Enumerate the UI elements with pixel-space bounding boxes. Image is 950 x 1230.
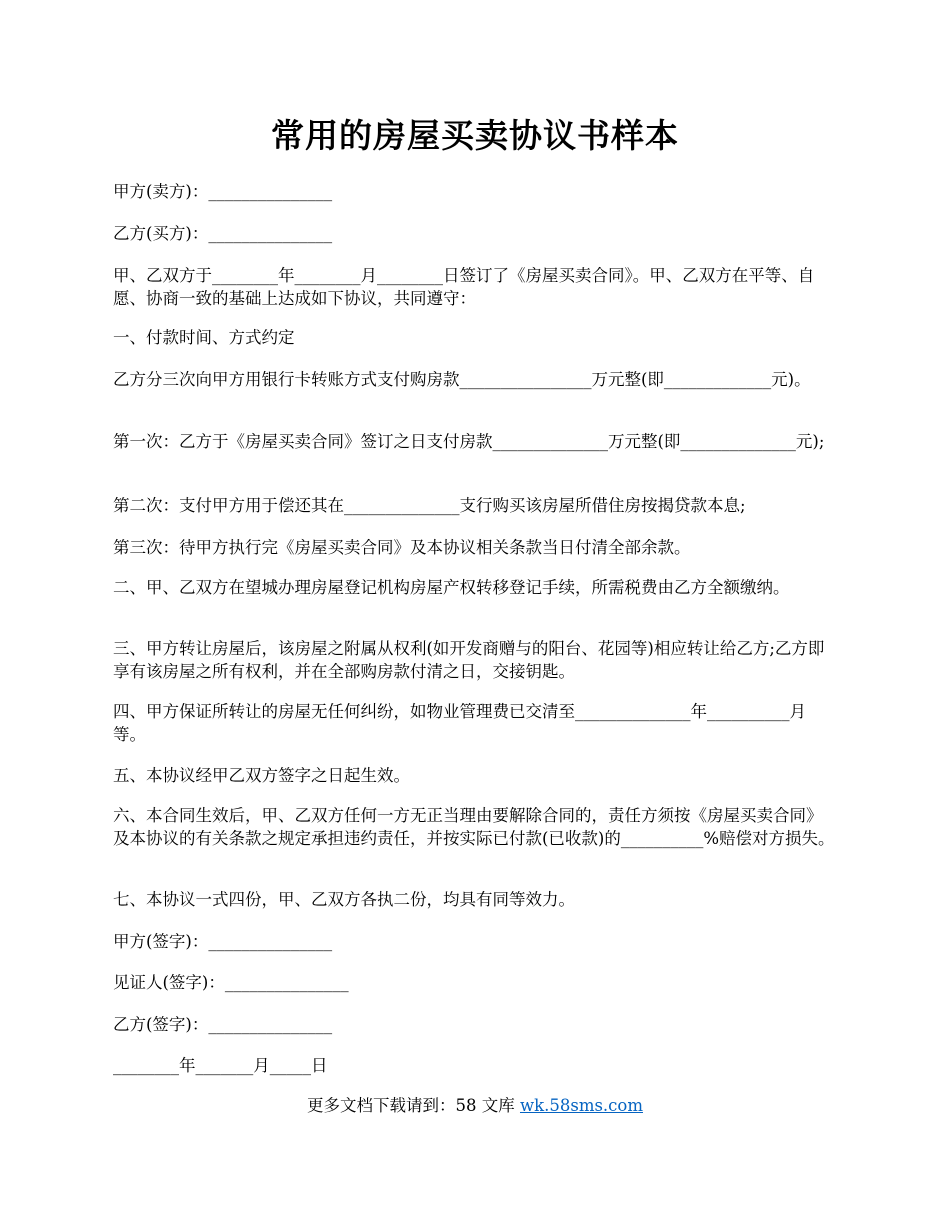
section-1-heading: 一、付款时间、方式约定 [113,328,295,347]
section-7-paragraph: 七、本协议一式四份，甲、乙双方各执二份，均具有同等效力。 [113,890,575,909]
footer-text: 更多文档下载请到：58 文库 [306,1096,520,1115]
footer-link[interactable]: wk.58sms.com [519,1096,643,1115]
section-2-paragraph: 二、甲、乙双方在望城办理房屋登记机构房屋产权转移登记手续，所需税费由乙方全额缴纳。 [113,578,790,597]
intro-paragraph: 甲、乙双方于________年________月________日签订了《房屋买卖合同》。甲、乙双方在平等、自愿、协商一致的基础上达成如下协议，共同遵守： [113,266,815,308]
payment-second-paragraph: 第二次：支付甲方用于偿还其在______________支行购买该房屋所借住房按揭贷款本息; [113,496,746,515]
payment-first-paragraph: 第一次：乙方于《房屋买卖合同》签订之日支付房款______________万元整(即______________元); [113,432,825,451]
seller-party-line: 甲方(卖方)：_______________ [113,182,333,201]
section-4-paragraph: 四、甲方保证所转让的房屋无任何纠纷，如物业管理费已交清至______________年__________月等。 [113,702,806,744]
payment-third-paragraph: 第三次：待甲方执行完《房屋买卖合同》及本协议相关条款当日付清全部余款。 [113,538,691,557]
buyer-signature-line: 乙方(签字)：_______________ [113,1015,333,1034]
buyer-party-line: 乙方(买方)：_______________ [113,224,333,243]
section-6-paragraph: 六、本合同生效后，甲、乙双方任何一方无正当理由要解除合同的，责任方须按《房屋买卖合同》及本协议的有关条款之规定承担违约责任，并按实际已付款(已收款)的__________%赔偿对方损失。 [113,806,835,848]
section-5-paragraph: 五、本协议经甲乙双方签字之日起生效。 [113,766,410,785]
date-line: ________年_______月_____日 [113,1056,328,1075]
section-3-paragraph: 三、甲方转让房屋后，该房屋之附属从权利(如开发商赠与的阳台、花园等)相应转让给乙方;乙方即享有该房屋之所有权利，并在全部购房款付清之日，交接钥匙。 [113,639,825,681]
footer [0,1094,950,1117]
payment-total-paragraph: 乙方分三次向甲方用银行卡转账方式支付购房款________________万元整(即_____________元)。 [113,370,811,389]
seller-signature-line: 甲方(签字)：_______________ [113,932,333,951]
document-title: 常用的房屋买卖协议书样本 [271,116,679,155]
witness-signature-line: 见证人(签字)：_______________ [113,973,349,992]
